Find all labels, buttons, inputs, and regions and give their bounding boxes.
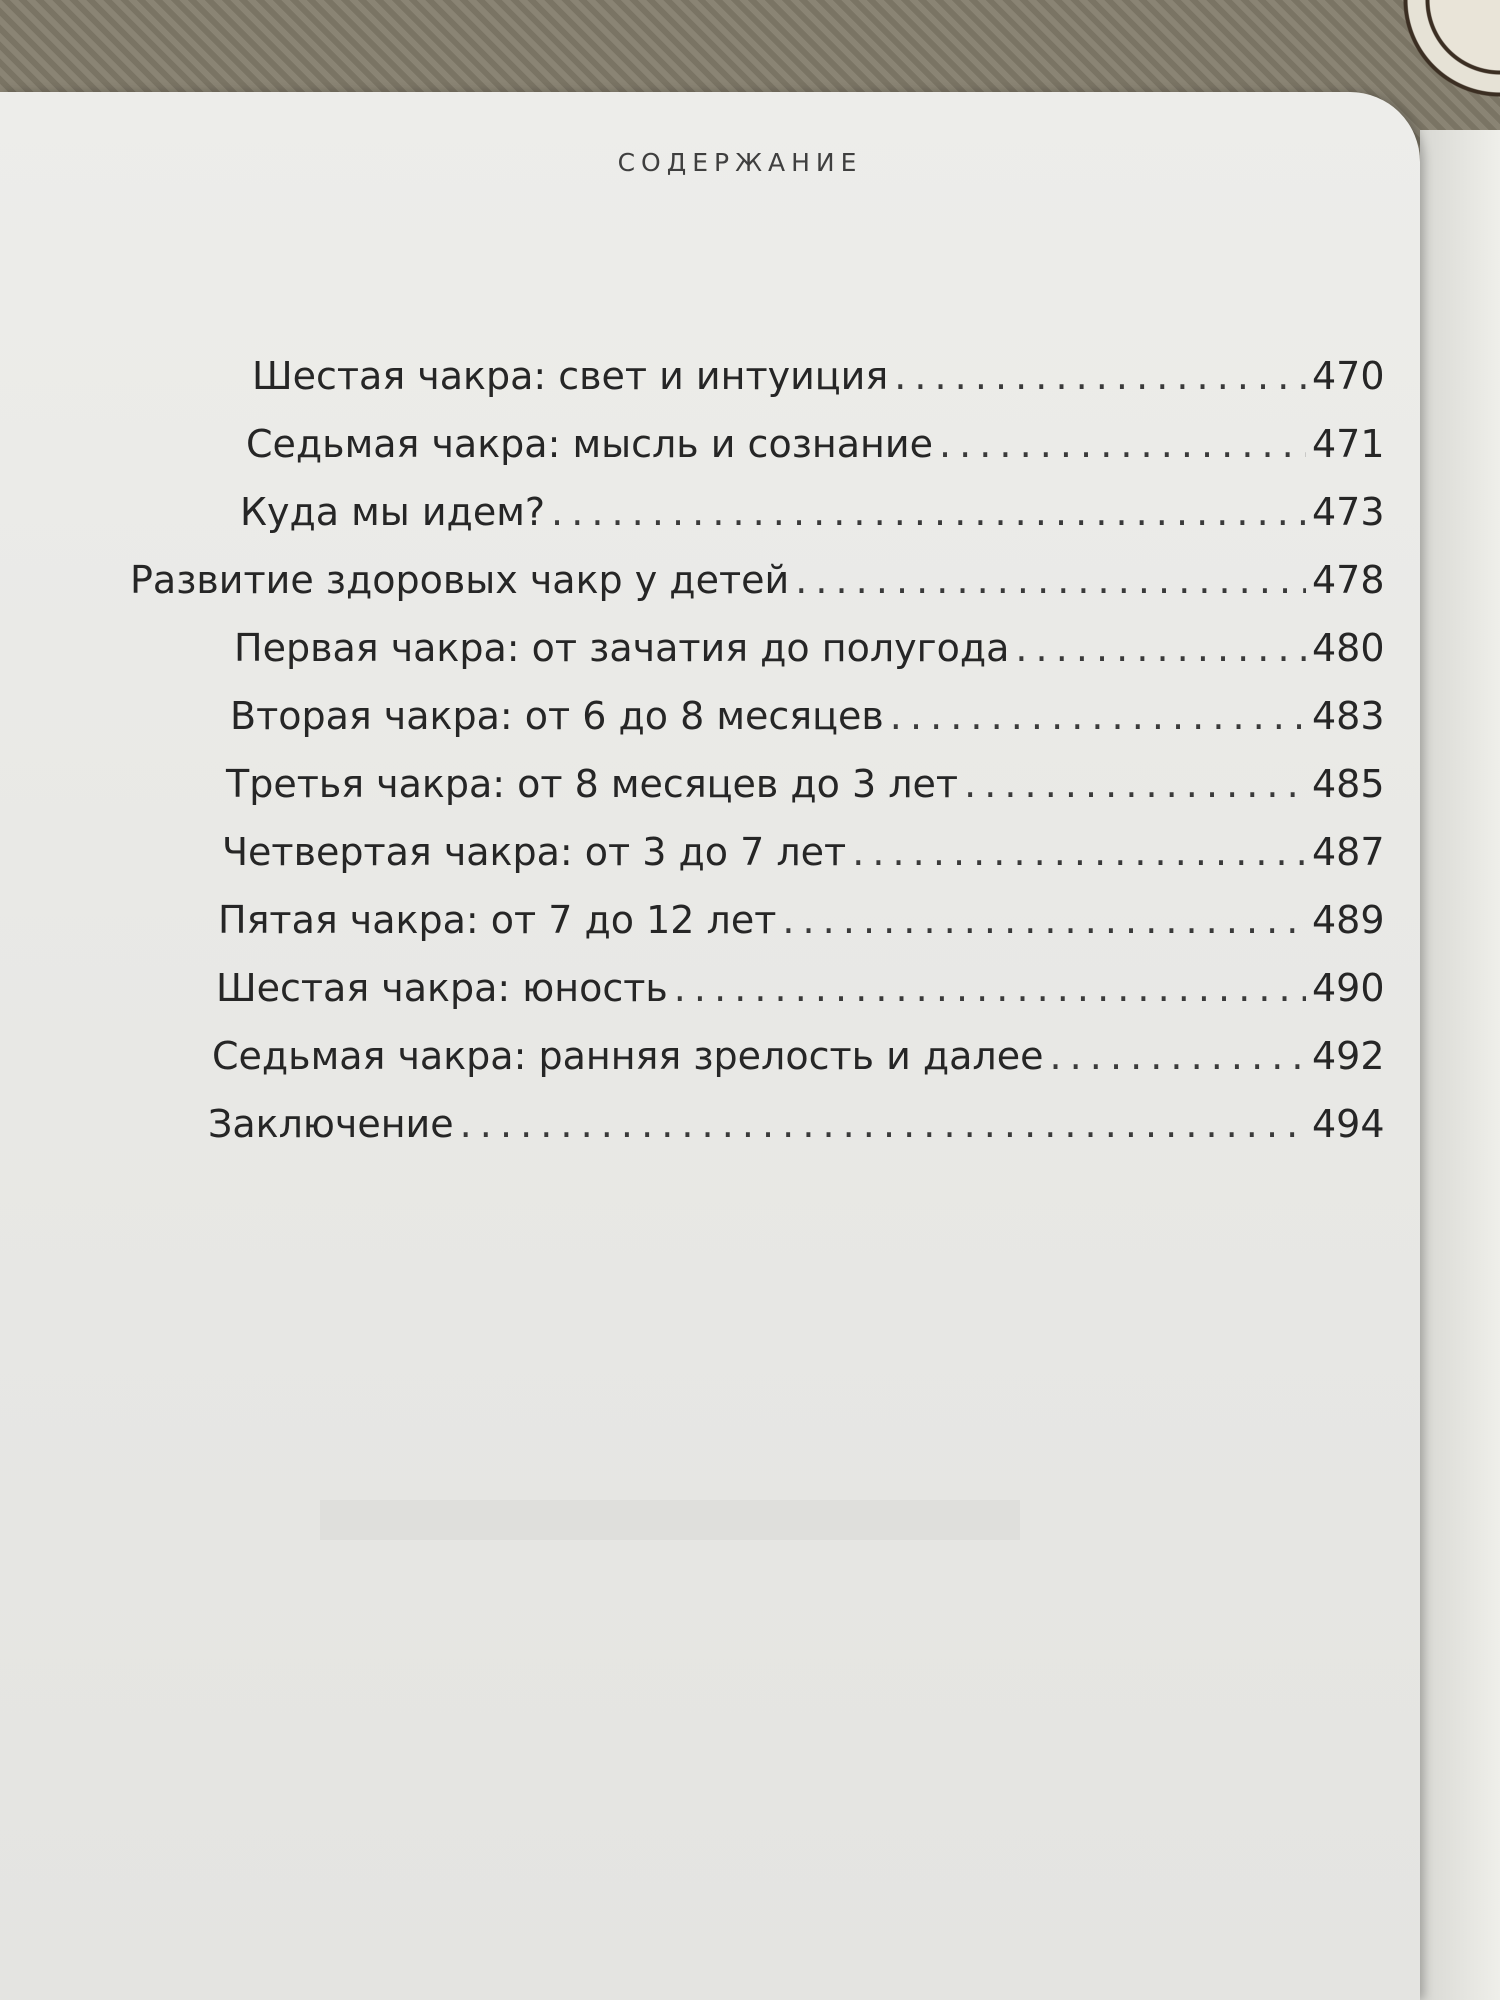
toc-entry-page: 485: [1312, 762, 1385, 806]
next-page-edge: [1420, 130, 1500, 2000]
toc-leader-dots: [890, 694, 1306, 738]
toc-leader-dots: [1015, 626, 1306, 670]
toc-entry-page: 487: [1312, 830, 1385, 874]
toc-entry-title: Четвертая чакра: от 3 до 7 лет: [222, 830, 847, 874]
toc-entry-title: Первая чакра: от зачатия до полугода: [234, 626, 1010, 670]
toc-entry[interactable]: [208, 1102, 1385, 1158]
toc-entry-page: 471: [1312, 422, 1385, 466]
toc-entry-title: Шестая чакра: свет и интуиция: [252, 354, 889, 398]
toc-leader-dots: [460, 1102, 1306, 1146]
toc-leader-dots: [674, 966, 1306, 1010]
toc-entry-page: 470: [1312, 354, 1385, 398]
toc-entry[interactable]: [234, 626, 1385, 682]
toc-entry[interactable]: [246, 422, 1385, 478]
bleed-through: [320, 1500, 1020, 1540]
toc-entry[interactable]: [222, 830, 1385, 886]
toc-entry-page: 478: [1312, 558, 1385, 602]
toc-leader-dots: [894, 354, 1306, 398]
toc-leader-dots: [964, 762, 1306, 806]
toc-entry-page: 473: [1312, 490, 1385, 534]
toc-leader-dots: [852, 830, 1306, 874]
toc-leader-dots: [795, 558, 1306, 602]
toc-entry[interactable]: [240, 490, 1385, 546]
toc-entry-page: 489: [1312, 898, 1385, 942]
toc-entry-title: Вторая чакра: от 6 до 8 месяцев: [230, 694, 884, 738]
page-header: СОДЕРЖАНИЕ: [617, 148, 863, 177]
toc-entry-page: 483: [1312, 694, 1385, 738]
toc-entry[interactable]: [218, 898, 1385, 954]
toc-entry[interactable]: [130, 558, 1385, 614]
toc-entry-title: Шестая чакра: юность: [216, 966, 668, 1010]
toc-entry-page: 492: [1312, 1034, 1385, 1078]
toc-entry-title: Куда мы идем?: [240, 490, 546, 534]
toc-entry-page: 494: [1312, 1102, 1385, 1146]
toc-leader-dots: [1049, 1034, 1306, 1078]
toc-entry[interactable]: [212, 1034, 1385, 1090]
toc-entry-title: Седьмая чакра: ранняя зрелость и далее: [212, 1034, 1044, 1078]
toc-leader-dots: [551, 490, 1306, 534]
toc-entry[interactable]: [216, 966, 1385, 1022]
toc-entry-title: Заключение: [208, 1102, 454, 1146]
toc-entry-title: Третья чакра: от 8 месяцев до 3 лет: [226, 762, 959, 806]
toc-entry-title: Развитие здоровых чакр у детей: [130, 558, 790, 602]
toc-entry-title: Седьмая чакра: мысль и сознание: [246, 422, 933, 466]
toc-entry-page: 490: [1312, 966, 1385, 1010]
toc-entry-title: Пятая чакра: от 7 до 12 лет: [218, 898, 777, 942]
toc-leader-dots: [939, 422, 1306, 466]
toc-entry[interactable]: [226, 762, 1385, 818]
toc-entry-page: 480: [1312, 626, 1385, 670]
toc-entry[interactable]: [252, 354, 1385, 410]
toc-leader-dots: [782, 898, 1306, 942]
toc-entry[interactable]: [230, 694, 1385, 750]
